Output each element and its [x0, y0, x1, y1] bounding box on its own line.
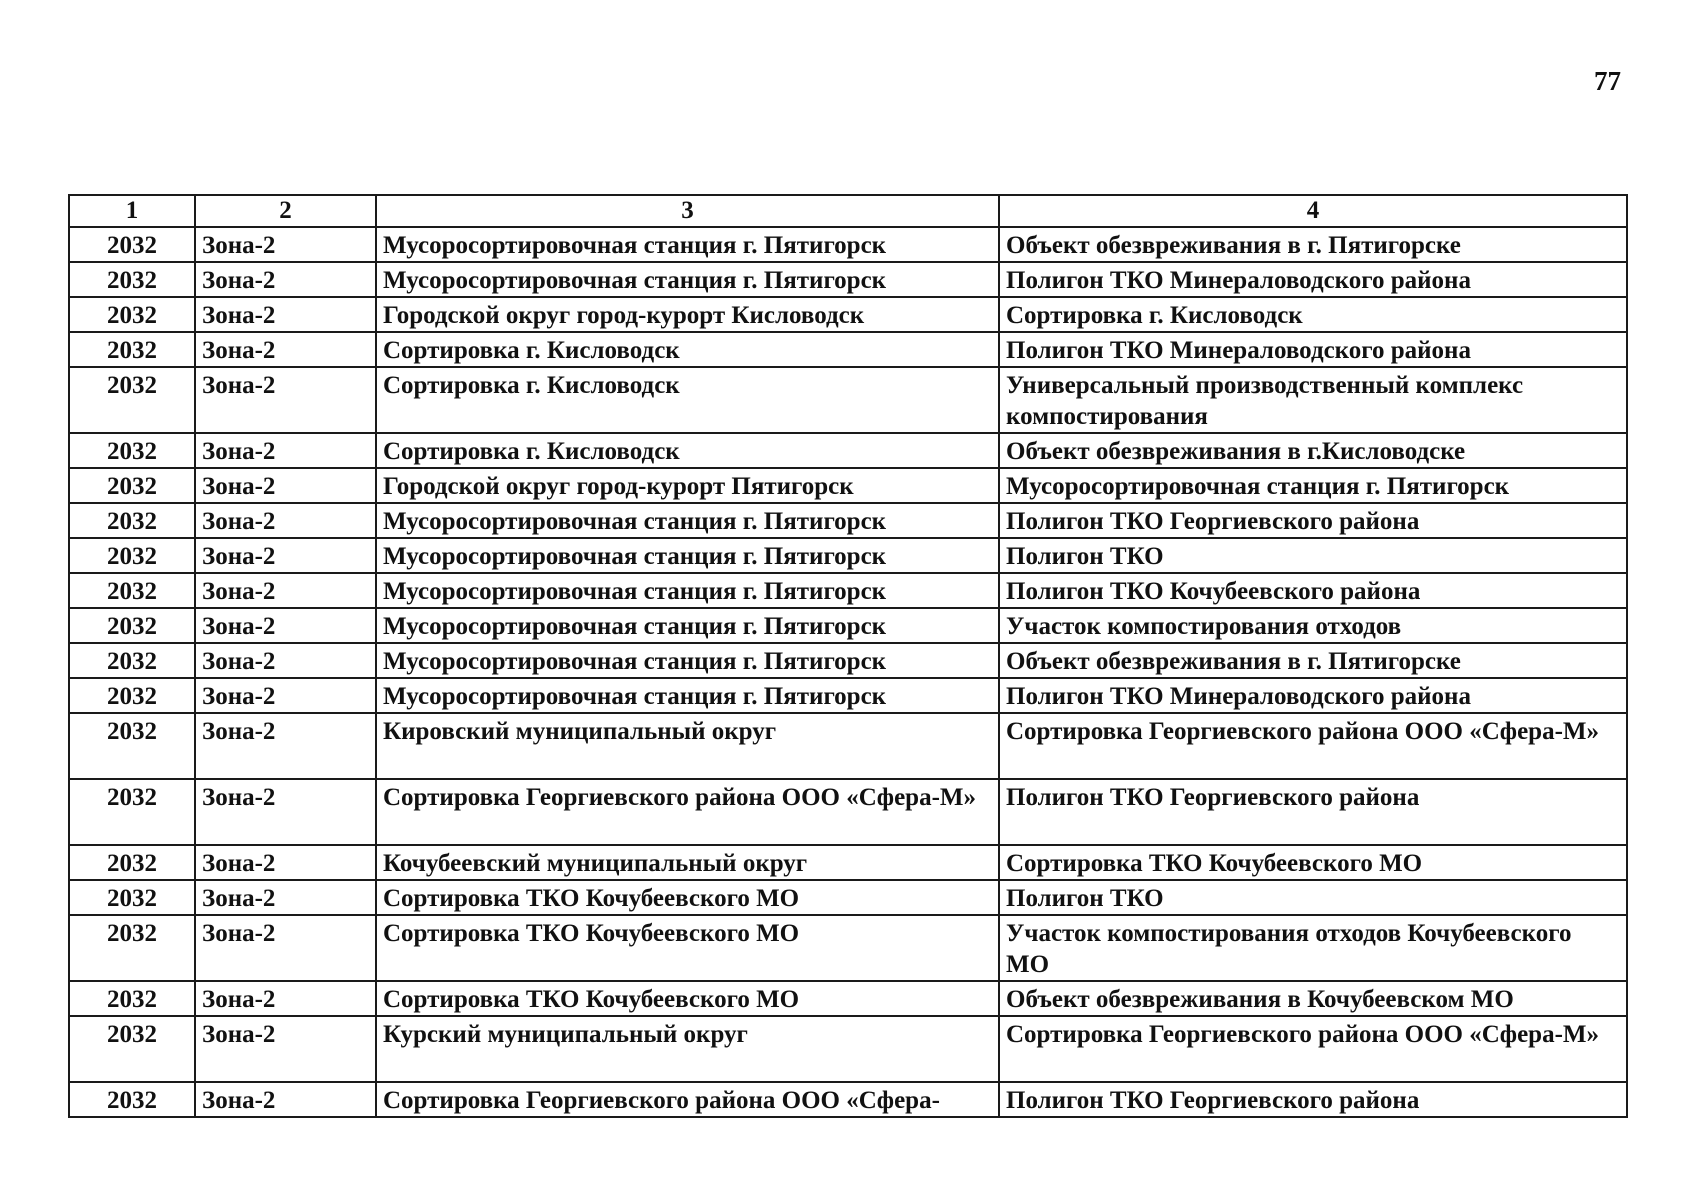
table-row: [69, 845, 1627, 880]
zone-cell: Зона-2: [195, 262, 376, 297]
year-cell: 2032: [69, 880, 195, 915]
table-row: [69, 915, 1627, 981]
year-cell: 2032: [69, 981, 195, 1016]
source-cell: Мусоросортировочная станция г. Пятигорск: [376, 608, 999, 643]
source-cell: Мусоросортировочная станция г. Пятигорск: [376, 503, 999, 538]
table-row: [69, 643, 1627, 678]
table-body: [69, 227, 1627, 1117]
destination-cell: Объект обезвреживания в г. Пятигорске: [999, 227, 1627, 262]
destination-cell: Участок компостирования отходов: [999, 608, 1627, 643]
table-row: [69, 1016, 1627, 1082]
destination-cell: Полигон ТКО Минераловодского района: [999, 678, 1627, 713]
source-cell: Сортировка г. Кисловодск: [376, 367, 999, 433]
zone-cell: Зона-2: [195, 332, 376, 367]
destination-cell: Мусоросортировочная станция г. Пятигорск: [999, 468, 1627, 503]
source-cell: Сортировка Георгиевского района ООО «Сфера-М»: [376, 779, 999, 845]
destination-cell: Объект обезвреживания в г. Пятигорске: [999, 643, 1627, 678]
destination-cell: Полигон ТКО: [999, 880, 1627, 915]
column-header-1: 1: [69, 195, 195, 227]
year-cell: 2032: [69, 608, 195, 643]
table-row: [69, 262, 1627, 297]
destination-cell: Участок компостирования отходов Кочубеевского МО: [999, 915, 1627, 981]
column-header-2: 2: [195, 195, 376, 227]
zone-cell: Зона-2: [195, 880, 376, 915]
zone-cell: Зона-2: [195, 608, 376, 643]
zone-cell: Зона-2: [195, 538, 376, 573]
zone-cell: Зона-2: [195, 678, 376, 713]
zone-cell: Зона-2: [195, 297, 376, 332]
year-cell: 2032: [69, 713, 195, 779]
destination-cell: Объект обезвреживания в г.Кисловодске: [999, 433, 1627, 468]
source-cell: Сортировка ТКО Кочубеевского МО: [376, 915, 999, 981]
zone-cell: Зона-2: [195, 468, 376, 503]
table-row: [69, 880, 1627, 915]
destination-cell: Сортировка ТКО Кочубеевского МО: [999, 845, 1627, 880]
source-cell: Мусоросортировочная станция г. Пятигорск: [376, 262, 999, 297]
destination-cell: Сортировка Георгиевского района ООО «Сфера-М»: [999, 713, 1627, 779]
table-row: [69, 1082, 1627, 1117]
table-row: [69, 713, 1627, 779]
zone-cell: Зона-2: [195, 1016, 376, 1082]
table-row: [69, 678, 1627, 713]
source-cell: Мусоросортировочная станция г. Пятигорск: [376, 538, 999, 573]
routes-table: [68, 194, 1628, 1118]
year-cell: 2032: [69, 262, 195, 297]
zone-cell: Зона-2: [195, 433, 376, 468]
column-header-3: 3: [376, 195, 999, 227]
year-cell: 2032: [69, 845, 195, 880]
year-cell: 2032: [69, 227, 195, 262]
zone-cell: Зона-2: [195, 1082, 376, 1117]
table-row: [69, 367, 1627, 433]
source-cell: Сортировка ТКО Кочубеевского МО: [376, 880, 999, 915]
destination-cell: Полигон ТКО Георгиевского района: [999, 503, 1627, 538]
table-row: [69, 297, 1627, 332]
destination-cell: Универсальный производственный комплекс компостирования: [999, 367, 1627, 433]
year-cell: 2032: [69, 1016, 195, 1082]
source-cell: Мусоросортировочная станция г. Пятигорск: [376, 643, 999, 678]
destination-cell: Полигон ТКО Минераловодского района: [999, 332, 1627, 367]
destination-cell: Сортировка Георгиевского района ООО «Сфера-М»: [999, 1016, 1627, 1082]
zone-cell: Зона-2: [195, 503, 376, 538]
source-cell: Сортировка г. Кисловодск: [376, 332, 999, 367]
table-row: [69, 332, 1627, 367]
source-cell: Мусоросортировочная станция г. Пятигорск: [376, 678, 999, 713]
source-cell: Мусоросортировочная станция г. Пятигорск: [376, 573, 999, 608]
source-cell: Сортировка Георгиевского района ООО «Сфера-: [376, 1082, 999, 1117]
source-cell: Курский муниципальный округ: [376, 1016, 999, 1082]
table-row: [69, 468, 1627, 503]
destination-cell: Полигон ТКО Кочубеевского района: [999, 573, 1627, 608]
destination-cell: Полигон ТКО: [999, 538, 1627, 573]
zone-cell: Зона-2: [195, 915, 376, 981]
destination-cell: Полигон ТКО Минераловодского района: [999, 262, 1627, 297]
year-cell: 2032: [69, 915, 195, 981]
year-cell: 2032: [69, 433, 195, 468]
year-cell: 2032: [69, 1082, 195, 1117]
zone-cell: Зона-2: [195, 367, 376, 433]
table-row: [69, 779, 1627, 845]
year-cell: 2032: [69, 678, 195, 713]
zone-cell: Зона-2: [195, 845, 376, 880]
zone-cell: Зона-2: [195, 573, 376, 608]
year-cell: 2032: [69, 573, 195, 608]
source-cell: Кочубеевский муниципальный округ: [376, 845, 999, 880]
table-row: [69, 433, 1627, 468]
page-number: 77: [1594, 66, 1621, 96]
destination-cell: Полигон ТКО Георгиевского района: [999, 1082, 1627, 1117]
zone-cell: Зона-2: [195, 779, 376, 845]
source-cell: Городской округ город-курорт Пятигорск: [376, 468, 999, 503]
table-row: [69, 227, 1627, 262]
year-cell: 2032: [69, 503, 195, 538]
source-cell: Сортировка г. Кисловодск: [376, 433, 999, 468]
table-header-row: [69, 195, 1627, 227]
zone-cell: Зона-2: [195, 981, 376, 1016]
year-cell: 2032: [69, 297, 195, 332]
year-cell: 2032: [69, 643, 195, 678]
year-cell: 2032: [69, 367, 195, 433]
table-row: [69, 608, 1627, 643]
source-cell: Мусоросортировочная станция г. Пятигорск: [376, 227, 999, 262]
table-row: [69, 503, 1627, 538]
zone-cell: Зона-2: [195, 227, 376, 262]
year-cell: 2032: [69, 538, 195, 573]
zone-cell: Зона-2: [195, 713, 376, 779]
destination-cell: Сортировка г. Кисловодск: [999, 297, 1627, 332]
year-cell: 2032: [69, 332, 195, 367]
source-cell: Кировский муниципальный округ: [376, 713, 999, 779]
year-cell: 2032: [69, 779, 195, 845]
destination-cell: Объект обезвреживания в Кочубеевском МО: [999, 981, 1627, 1016]
column-header-4: 4: [999, 195, 1627, 227]
source-cell: Сортировка ТКО Кочубеевского МО: [376, 981, 999, 1016]
table-row: [69, 573, 1627, 608]
zone-cell: Зона-2: [195, 643, 376, 678]
table-row: [69, 538, 1627, 573]
source-cell: Городской округ город-курорт Кисловодск: [376, 297, 999, 332]
destination-cell: Полигон ТКО Георгиевского района: [999, 779, 1627, 845]
year-cell: 2032: [69, 468, 195, 503]
table-row: [69, 981, 1627, 1016]
